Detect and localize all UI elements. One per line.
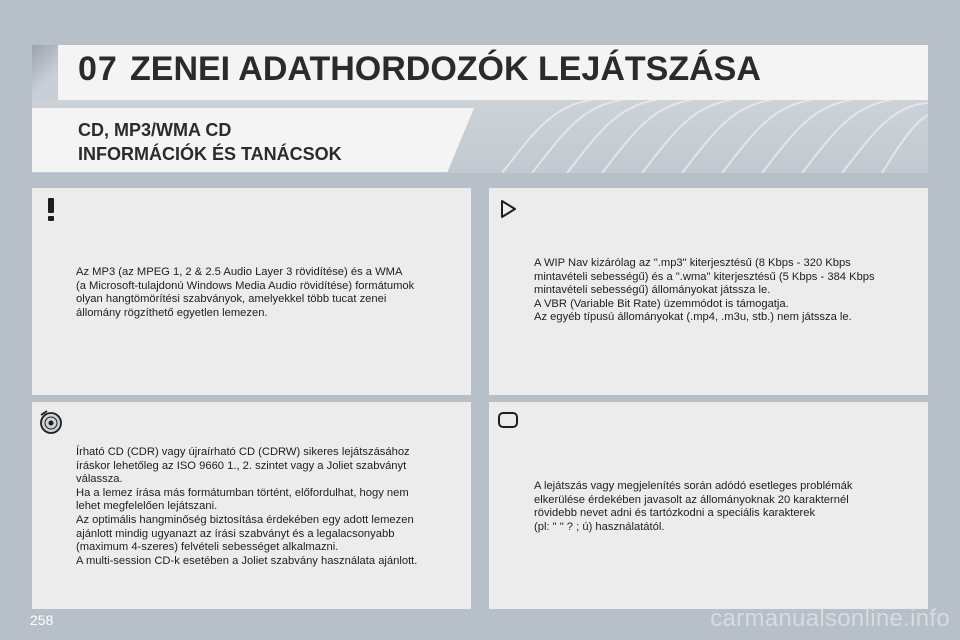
page-number: 258	[30, 612, 54, 628]
subtitle-line-2: INFORMÁCIÓK ÉS TANÁCSOK	[78, 144, 342, 164]
play-icon	[497, 198, 519, 225]
warning-text: Az MP3 (az MPEG 1, 2 & 2.5 Audio Layer 3 rövidítése) és a WMA (a Microsoft-tulajdonú Windows Media Audio rövidítése) formátumok olyan hangtömörítési szabványok, amelyekkel több tucat zenei állomány rögzíthető egyetlen lemezen.	[76, 266, 415, 319]
rounded-rectangle-icon	[496, 410, 520, 435]
chapter-number: 07	[78, 50, 118, 88]
disc-text: Írható CD (CDR) vagy újraírható CD (CDRW) sikeres lejátszásához íráskor lehetőleg az ISO 9660 1., 2. szintet vagy a Joliet szabványt válassza. Ha a lemez írása más formátumban történt, előfordulhat, hogy nem lehet megfelelően lejátszani. Az optimális hangminőség biztosítása érdekében egy adott lemezen ajánlott mindig ugyanazt az írási szabványt és a legalacsonyabb (maximum 4-szeres) felvételi sebességet alkalmazni. A multi-session CD-k esetében a Joliet szabvány használata ajánlott.	[76, 446, 418, 567]
subtitle-line-1: CD, MP3/WMA CD	[78, 120, 232, 140]
chapter-title: ZENEI ADATHORDOZÓK LEJÁTSZÁSA	[130, 50, 761, 88]
watermark: carmanualsonline.info	[710, 605, 950, 632]
disc-icon	[38, 409, 64, 440]
play-text: A WIP Nav kizárólag az ".mp3" kiterjesztésű (8 Kbps - 320 Kbps mintavételi sebességű) és a ".wma" kiterjesztésű (5 Kbps - 384 Kbps mintavételi sebességű) állományokat játssza le. A VBR (Variable Bit Rate) üzemmódot is támogatja. Az egyéb típusú állományokat (.mp4, .m3u, stb.) nem játssza le.	[534, 257, 875, 324]
tip-text: A lejátszás vagy megjelenítés során adódó esetleges problémák elkerülése érdekében javasolt az állományoknak 20 karakternél rövidebb nevet adni és tartózkodni a speciális karakterek (pl: " " ? ; ú) használatától.	[534, 480, 853, 533]
exclamation-icon	[40, 196, 62, 227]
title-fold-decoration	[32, 45, 62, 100]
section-subtitle	[78, 118, 342, 166]
